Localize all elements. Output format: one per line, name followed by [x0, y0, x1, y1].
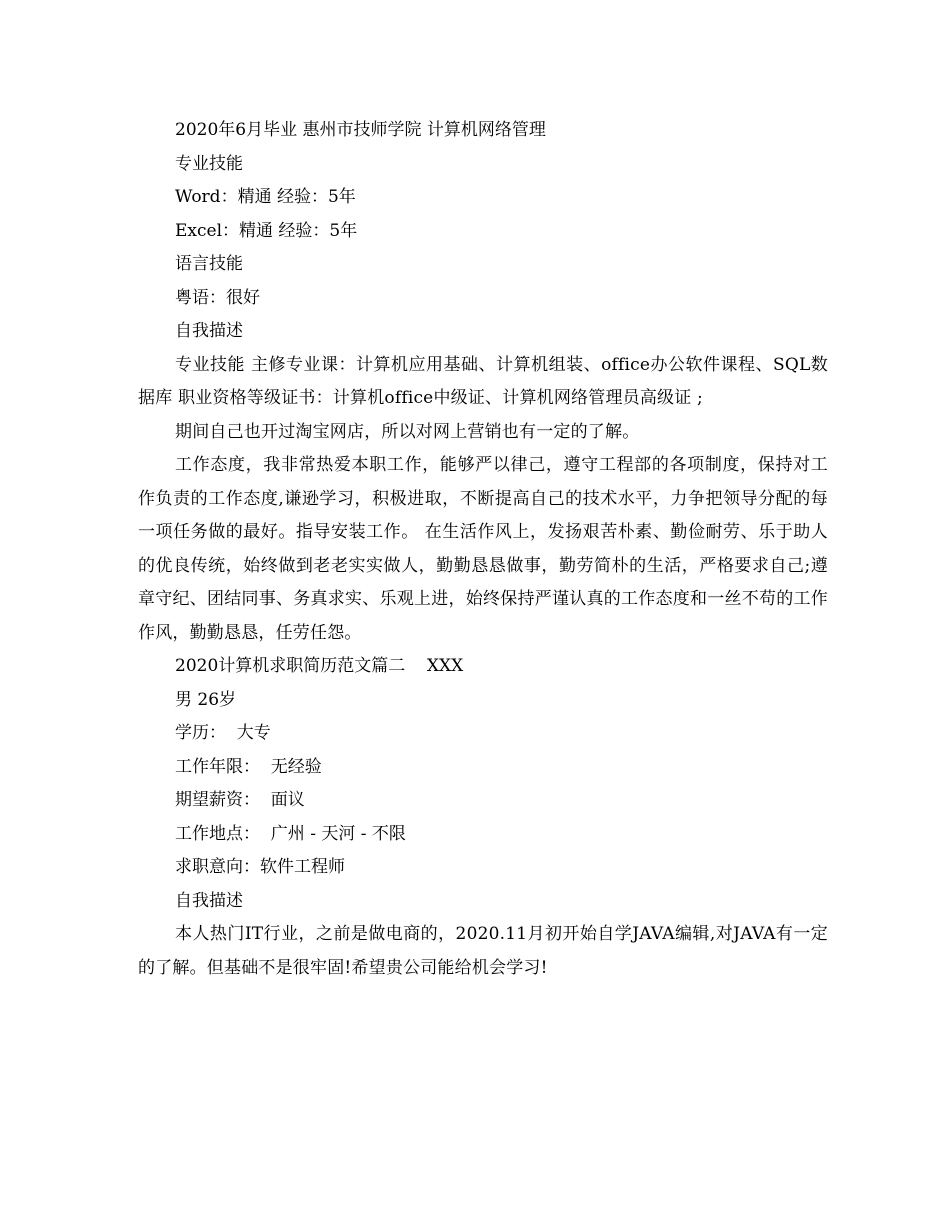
education-line: 2020年6月毕业 惠州市技师学院 计算机网络管理: [175, 120, 546, 140]
work-location: 工作地点： 广州 - 天河 - 不限: [175, 823, 406, 844]
expected-salary: 期望薪资： 面议: [175, 790, 305, 810]
language-cantonese: 粤语：很好: [175, 287, 260, 308]
skill-word: Word：精通 经验：5年: [175, 187, 356, 207]
section-heading-self-description-2: 自我描述: [175, 890, 243, 911]
paragraph-skills: 专业技能 主修专业课：计算机应用基础、计算机组装、office办公软件课程、SQL数据库 职业资格等级证书：计算机office中级证、计算机网络管理员高级证 ;: [138, 354, 828, 408]
section-heading-self-description: 自我描述: [175, 321, 243, 341]
resume-two-title: 2020计算机求职简历范文篇二 XXX: [175, 656, 464, 676]
section-heading-professional-skills: 专业技能: [175, 153, 243, 174]
paragraph-shop: 期间自己也开过淘宝网店，所以对网上营销也有一定的了解。: [175, 421, 640, 442]
paragraph-attitude: 工作态度，我非常热爱本职工作，能够严以律己，遵守工程部的各项制度，保持对工作负责的工作态度,谦逊学习，积极进取，不断提高自己的技术水平，力争把领导分配的每一项任务做的最好。指导安装工作。 在生活作风上，发扬艰苦朴素、勤俭耐劳、乐于助人的优良传统，始终做到老老实实做人，勤勤恳恳做事，勤劳简朴的生活，严格要求自己;遵章守纪、团结同事、务真求实、乐观上进，始终保持严谨认真的工作态度和一丝不苟的工作作风，勤勤恳恳，任劳任怨。: [138, 455, 828, 643]
skill-excel: Excel：精通 经验：5年: [175, 220, 358, 241]
section-heading-language-skills: 语言技能: [175, 254, 243, 274]
resume-content: [138, 114, 828, 985]
education-level: 学历： 大专: [175, 723, 271, 743]
job-intention: 求职意向：软件工程师: [175, 857, 345, 877]
gender-age: 男 26岁: [175, 689, 237, 710]
paragraph-intro: 本人热门IT行业，之前是做电商的，2020.11月初开始自学JAVA编辑,对JAVA有一定的了解。但基础不是很牢固!希望贵公司能给机会学习!: [138, 924, 828, 978]
work-years: 工作年限： 无经验: [175, 756, 322, 777]
